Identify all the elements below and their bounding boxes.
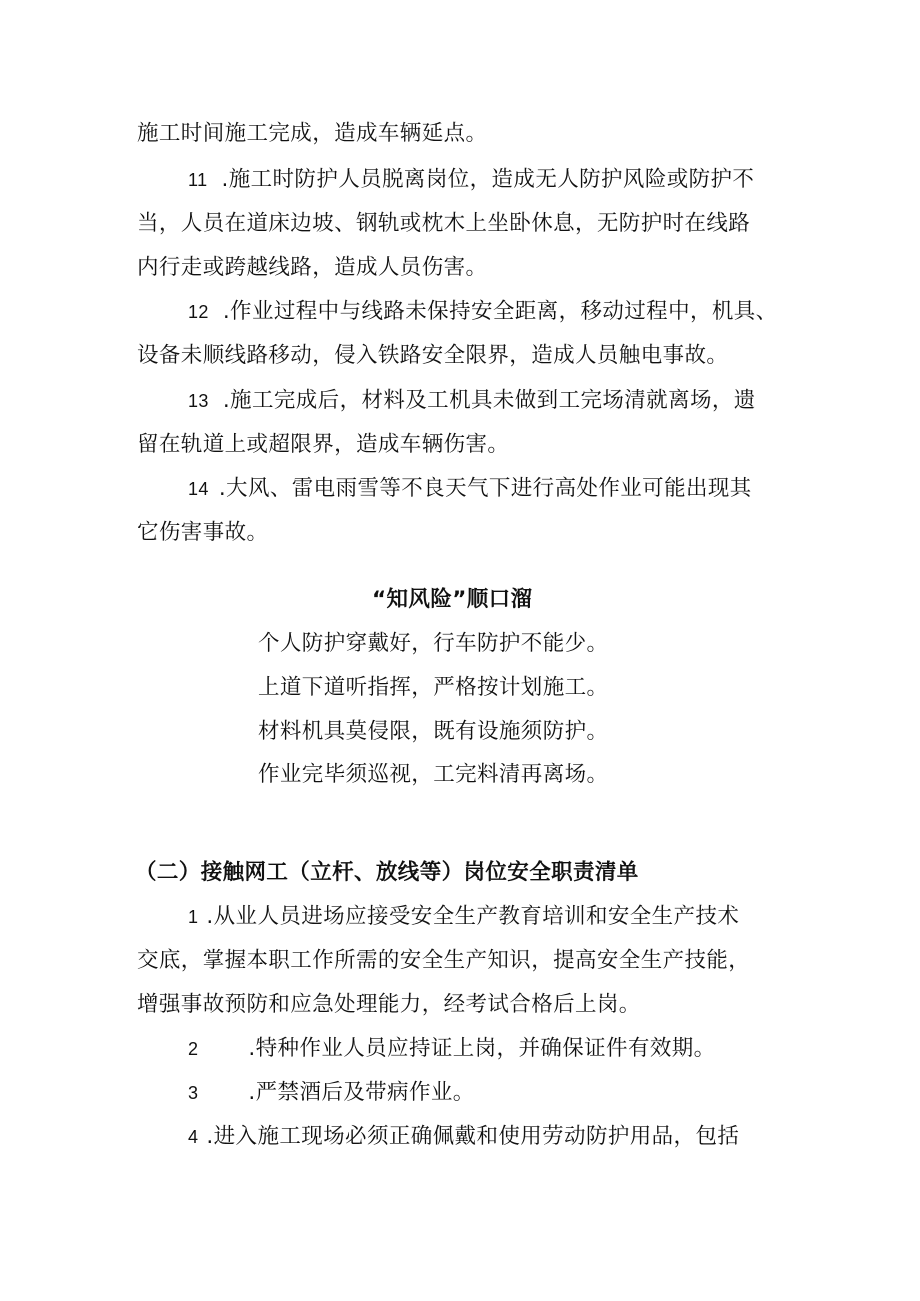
paragraph-line: 留在轨道上或超限界，造成车辆伤害。 (137, 432, 510, 457)
item-number: 2 (188, 1039, 199, 1059)
item-number: 14 (188, 479, 209, 499)
rhyme-verse: 个人防护穿戴好，行车防护不能少。 (258, 631, 609, 656)
list-item-12: 12 .作业过程中与线路未保持安全距离，移动过程中，机具、 (188, 299, 778, 324)
section-heading: （二）接触网工（立杆、放线等）岗位安全职责清单 (135, 860, 639, 885)
list-item-1: 1 .从业人员进场应接受安全生产教育培训和安全生产技术 (188, 904, 740, 929)
item-number: 12 (188, 302, 209, 322)
rhyme-verse: 上道下道听指挥，严格按计划施工。 (258, 675, 609, 700)
item-number: 11 (188, 170, 208, 190)
list-item-3: 3 .严禁酒后及带病作业。 (188, 1080, 475, 1105)
paragraph-line: 设备未顺线路移动，侵入铁路安全限界，造成人员触电事故。 (137, 343, 729, 368)
item-number: 3 (188, 1083, 199, 1103)
list-item-2: 2 .特种作业人员应持证上岗，并确保证件有效期。 (188, 1036, 716, 1061)
list-item-11: 11 .施工时防护人员脱离岗位，造成无人防护风险或防护不 (188, 167, 755, 192)
rhyme-title: “知风险”顺口溜 (372, 587, 533, 612)
paragraph-line: 增强事故预防和应急处理能力，经考试合格后上岗。 (137, 992, 641, 1017)
rhyme-verse: 作业完毕须巡视，工完料清再离场。 (258, 762, 609, 787)
list-item-13: 13 .施工完成后，材料及工机具未做到工完场清就离场，遗 (188, 388, 756, 413)
list-item-4: 4 .进入施工现场必须正确佩戴和使用劳动防护用品，包括 (188, 1124, 740, 1149)
paragraph-line: 施工时间施工完成，造成车辆延点。 (137, 121, 488, 146)
paragraph-line: 它伤害事故。 (137, 520, 269, 545)
rhyme-verse: 材料机具莫侵限，既有设施须防护。 (258, 719, 609, 744)
paragraph-line: 当，人员在道床边坡、钢轨或枕木上坐卧休息，无防护时在线路 (137, 211, 751, 236)
paragraph-line: 交底，掌握本职工作所需的安全生产知识，提高安全生产技能， (137, 948, 751, 973)
list-item-14: 14 .大风、雷电雨雪等不良天气下进行高处作业可能出现其 (188, 476, 752, 501)
item-number: 4 (188, 1127, 199, 1147)
item-number: 1 (188, 907, 199, 927)
item-number: 13 (188, 391, 209, 411)
paragraph-line: 内行走或跨越线路，造成人员伤害。 (137, 255, 488, 280)
